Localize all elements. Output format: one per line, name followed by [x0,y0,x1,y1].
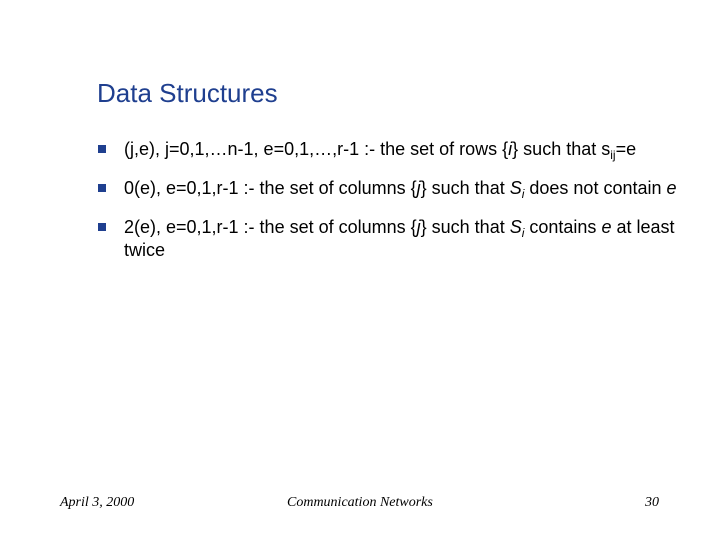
bullet-text: at least twice [124,217,675,260]
bullet-list [97,138,707,278]
page-number: 30 [645,495,659,510]
bullet-text-italic: S [509,217,522,237]
bullet-item-columns-twice [97,216,707,262]
bullet-text: } such that [420,178,510,198]
bullet-subscript: i [521,226,525,240]
bullet-item-columns-not-contain [97,177,707,200]
bullet-text: } such that [420,217,510,237]
bullet-text: contains [524,217,602,237]
bullet-text-italic: S [509,178,522,198]
bullet-text: } such that s [512,139,611,159]
footer-date: April 3, 2000 [60,495,135,510]
bullet-text-italic: j [416,178,421,198]
bullet-subscript: i [521,187,525,201]
square-bullet-icon [98,145,106,153]
bullet-text-italic: i [508,139,513,159]
bullet-text: does not contain [524,178,667,198]
bullet-text: 2(e), e=0,1,r-1 :- the set of columns { [124,217,417,237]
slide-title: Data Structures [97,78,278,108]
bullet-text-italic: j [416,217,421,237]
bullet-subscript: ij [610,148,616,162]
square-bullet-icon [98,184,106,192]
bullet-text-italic: e [601,217,612,237]
bullet-text: (j,e), j=0,1,…n-1, e=0,1,…,r-1 :- the set of rows { [124,139,509,159]
bullet-text: =e [615,139,637,159]
bullet-item-rows [97,138,707,161]
bullet-text-italic: e [666,178,677,198]
footer-title: Communication Networks [287,495,433,510]
square-bullet-icon [98,223,106,231]
bullet-text: 0(e), e=0,1,r-1 :- the set of columns { [124,178,417,198]
